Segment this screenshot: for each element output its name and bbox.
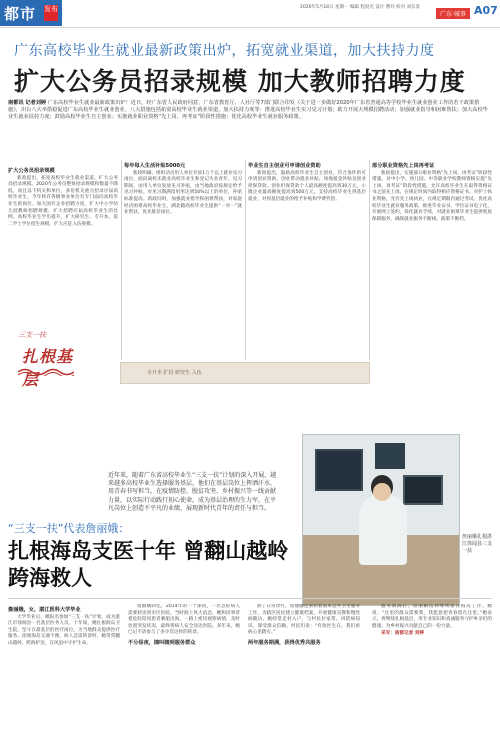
column4-text: 新政提出，实施部分职业资格“先上岗、再考证”阶段性措施。对中小学、幼儿园、中等职业学校教师资格实施“先上岗、再考证”阶段性措施。允许高校毕业生在取得资格证书之前先上岗，在规定时间内取得相应资格证书。对护士执业资格，允许先上岗执业，在规定期限内通过考试。优化高校毕业生就业服务政策，推进毕业证书、学位证书电子化，开展网上签约，简化就业手续，对就业困难毕业生提供兜底保障服务，确保就业服务不断线、政策不断档。 [372, 170, 492, 222]
logo-wave-icon [18, 366, 74, 376]
section-divider [8, 598, 492, 599]
article1-lead [8, 100, 492, 122]
article2-headline: 扎根海岛支医十年 曾翻山越岭跨海救人 [8, 539, 289, 590]
lead-text: 广东高校毕业生就业最新政策出炉！近日，经广东省人民政府同意，广东省教育厅、人社厅等7部门联合印发《关于进一步做好2020年广东省普通高等学校毕业生就业创业工作的若干政策措施》，出台八大举措稳促进广东高校毕业生就业创业，八大措施包括拓宽高校毕业生就业渠道、加大扶持力度等：推进高校毕业生实习见习计划；助力开展大规模招聘活动；加强就业指导和困难帮扶；加大高校毕业生就业扶持力度；鼓励高校毕业生自主创业；实施就业职业资格“先上岗、再考证”阶段性措施；优化高校毕业生就业服务政策。 [8, 100, 488, 121]
page-header [0, 0, 500, 28]
article1-column-1 [8, 165, 118, 430]
column1-subhead: 扩大公务员招录规模 [8, 168, 55, 174]
photo-xray-panel [315, 449, 363, 491]
photo-doctor-face [373, 483, 391, 501]
article2-column-1 [8, 604, 120, 744]
page-number: A07 [474, 4, 498, 17]
lead-byline: 南都讯 记者刘婷 [8, 100, 47, 106]
photo-caption: 詹丽娥扎根湛江徐闻县三支一扶 [462, 534, 493, 554]
b3-subhead: 两年服务期满，获得优秀共服务 [248, 639, 321, 646]
strip-caption: 专升本 扩招 研究生 入伍 [147, 370, 202, 376]
photo-poster [375, 443, 405, 469]
logo-big-text: 扎根基层 [22, 347, 74, 389]
b1-dateline: 詹丽娥，女，湛江医科大学毕业 [8, 607, 81, 613]
article2-column-2 [128, 604, 240, 744]
column2-text: 新政明确，组织动员用人单位开放1万个以上就业见习岗位，面向离校未就业高校毕业生和登记失业青年。见习期间，由用人单位发放见习补贴，由当地政府按规定给予见习补贴。对见习期满留用率达到50%以上的单位，补贴标准提高。新政同时，加强就业指导和困难帮扶，对家庭经济困难高校毕业生、湖北籍高校毕业生提供“一对一”就业帮扶，优先推荐岗位。 [124, 170, 242, 216]
article2-kicker: “三支一扶”代表詹丽娥： [8, 522, 130, 535]
column2-subhead: 每年每人生活补贴5000元 [124, 163, 186, 169]
b2-text: 詹丽娥回忆，2014年的一个深夜，一名急症病人需要转送到市区医院，当时海上风大浪急，她和同事冒着危险陪同患者乘船出海，一路上密切观察病情，及时处置突发状况，最终将病人安全送达医院。多年来，她已记不清参与了多少次这样的转诊。 [128, 604, 240, 636]
column-divider [369, 160, 370, 360]
b2-subhead: 不分昼夜，随叫随到服务群众 [128, 639, 196, 646]
article2-column-3 [248, 604, 360, 744]
article1-column-3 [248, 160, 366, 355]
brand-subtitle: 发布 [44, 5, 58, 21]
column-divider [121, 160, 122, 360]
section-tag: 广东·城事 [436, 8, 470, 19]
b1-text: 大学毕业后，她报名参加“三支一扶”计划，成为湛江市徐闻县一名基层医务人员。十年间，她扎根海岛卫生院，坚守在最基层的医疗岗位，为当地群众提供医疗服务。徐闻海岛交通不便，病人急需转诊时，她常常翻山越岭、跨海护送，在风浪中守护生命。 [8, 614, 120, 646]
photo-monitor [403, 475, 443, 505]
article1-kicker: 广东高校毕业生就业最新政策出炉，拓宽就业渠道，加大扶持力度 [14, 43, 435, 59]
issue-meta: 2020年5月18日 星期一 编辑 程晨光 设计 曹玲 校对 刘东发 [300, 5, 421, 10]
doctor-photo [302, 434, 460, 606]
b4-text: 服务期满后，詹丽娥选择继续留在海岛工作。她说：“这里的群众需要我，我愿意把青春留在这里。”她表示，将继续扎根基层，用专业知识和真诚服务守护乡亲们的健康，为乡村振兴贡献自己的一份力量。 [372, 604, 492, 629]
column1-text: 新政提出，拓宽高校毕业生就业渠道。扩大公务员招录规模。2020年公务员整体招录规模和数量不降低，而且以下机关和单位，多倍机关重点招录应届高校毕业生，今年将有各级事业单位有专门面向高校毕业生的岗位。加大国有企业招聘力度，扩大中小学幼儿园教师招聘规模，扩大招聘应届高校毕业生的比例。高校毕业生学历提升，扩大研究生、专升本、第二学士学位招生规模，扩大应征入伍规模。 [8, 175, 118, 227]
b4-credit: 采写：南都记者 刘婷 [381, 631, 424, 637]
column3-text: 新政提出，鼓励高校毕业生自主创业，符合条件的可申请创业资助、创业带动就业补贴、场地租金补贴及创业担保贷款。创业担保贷款个人最高额度提高到30万元，小微企业最高额度提高到500万元。支持高校毕业生到基层就业，对到基层就业的给予补贴和学费代偿。 [248, 170, 366, 202]
logo-small-text: 三支一扶 [18, 331, 46, 339]
column4-subhead: 部分职业资格先上岗再考证 [372, 163, 435, 169]
article1-headline: 扩大公务员招录规模 加大教师招聘力度 [14, 67, 466, 96]
brand-title: 都市 [4, 5, 37, 23]
article1-column-2 [124, 160, 242, 355]
article1-column-4 [372, 160, 492, 430]
section-brand [0, 0, 62, 26]
b3-text: 除了日常诊疗，詹丽娥还承担着基本公共卫生服务工作，为辖区居民建立健康档案，开展健康宣教和慢性病随访。她经常走村入户，与村民拉家常、讲防病知识，深受群众信赖。村民们说：“有詹医生在，我们看病心里踏实。” [248, 604, 360, 636]
photo-doctor-coat [359, 495, 407, 565]
column3-subhead: 毕业生自主创业可申请创业资助 [248, 163, 321, 169]
sanzhiyifu-logo [18, 330, 74, 389]
article2-intro: 近年来，随着广东省高校毕业生“三支一扶”计划的深入开展，越来越多高校毕业生选择服务基层，他们在基层岗位上挥洒汗水，用青春书写担当，在疫情防控、脱贫攻坚、乡村振兴等一线贡献力量，以实际行动践行初心使命，成为基层治理的生力军，在平凡岗位上创造不平凡的业绩，展现新时代青年的责任与担当。 [108, 472, 277, 512]
column-divider [245, 160, 246, 360]
decorative-strip-image [120, 362, 370, 384]
article2-column-4 [372, 604, 492, 744]
